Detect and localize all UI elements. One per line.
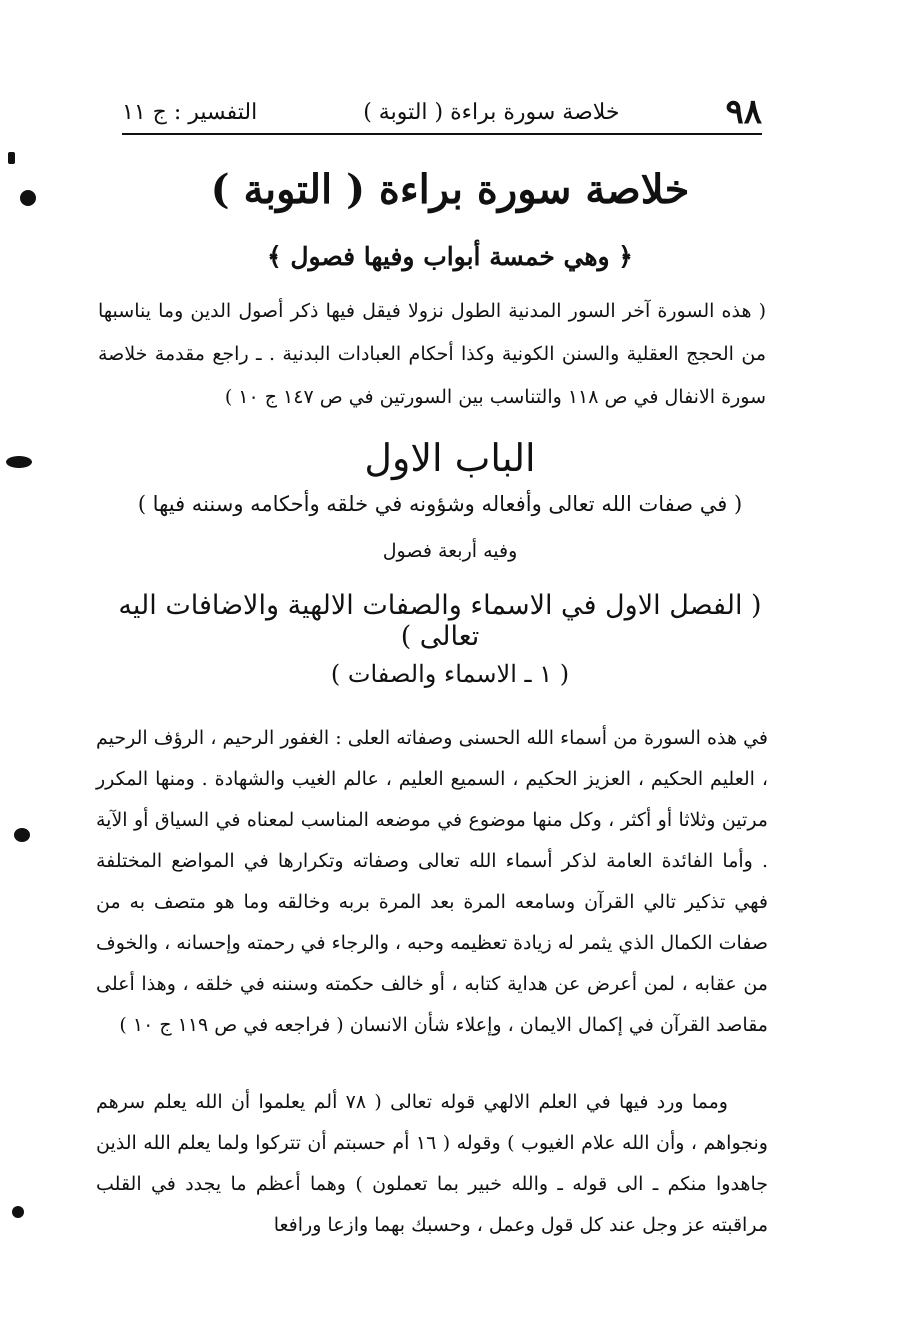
page-header <box>122 92 762 132</box>
page-subtitle: ﴿ وهي خمسة أبواب وفيها فصول ﴾ <box>267 242 633 271</box>
page-title: خلاصة سورة براءة ( التوبة ) <box>210 166 690 213</box>
scan-speck <box>14 828 30 842</box>
chapter-subtitle: ( في صفات الله تعالى وأفعاله وشؤونه في خلقه وأحكامه وسننه فيها ) <box>137 492 743 516</box>
body-paragraph: في هذه السورة من أسماء الله الحسنى وصفاته العلى : الغفور الرحيم ، الرؤف الرحيم ، العليم الحكيم ، العزيز الحكيم ، السميع العليم ، عالم الغيب والشهادة . ومنها المكرر مرتين وثلاثا أو أكثر ، وكل منها موضوع في موضعه المناسب لمعناه في السياق أو الآية . وأما الفائدة العامة لذكر أسماء الله تعالى وصفاته وتكرارها في المواضع المختلفة فهي تذكير تالي القرآن وسامعه المرة بعد المرة بربه وخالقه وما هو متصف به من صفات الكمال الذي يثمر له زيادة تعظيمه وحبه ، والرجاء في رحمته وإحسانه ، والخوف من عقابه ، لمن أعرض عن هداية كتابه ، أو خالف حكمته وسننه في خلقه ، وهذا أعلى مقاصد القرآن في إكمال الايمان ، وإعلاء شأن الانسان ( فراجعه في ص ١١٩ ج ١٠ ) <box>96 727 768 1036</box>
scan-speck <box>8 152 15 164</box>
section-title: ( الفصل الاول في الاسماء والصفات الالهية والاضافات اليه تعالى ) <box>118 590 762 652</box>
header-rule <box>122 133 762 135</box>
scan-speck <box>6 456 32 468</box>
intro-paragraph: ( هذه السورة آخر السور المدنية الطول نزولا فيقل فيها ذكر أصول الدين وما يناسبها من الحجج العقلية والسنن الكونية وكذا أحكام العبادات البدنية . ـ راجع مقدمة خلاصة سورة الانفال في ص ١١٨ والتناسب بين السورتين في ص ١٤٧ ج ١٠ ) <box>98 300 766 408</box>
running-title: خلاصة سورة براءة ( التوبة ) <box>363 99 620 125</box>
chapter-note: وفيه أربعة فصول <box>382 540 518 562</box>
running-volume: التفسير : ج ١١ <box>122 99 258 125</box>
subsection-title: ( ١ ـ الاسماء والصفات ) <box>330 660 570 688</box>
scan-speck <box>20 190 36 206</box>
page-number: ٩٨ <box>725 92 762 132</box>
chapter-title: الباب الاول <box>364 436 536 480</box>
body-paragraph: ومما ورد فيها في العلم الالهي قوله تعالى ( ٧٨ ألم يعلموا أن الله يعلم سرهم ونجواهم ، وأن الله علام الغيوب ) وقوله ( ١٦ أم حسبتم أن تتركوا ولما يعلم الله الذين جاهدوا منكم ـ الى قوله ـ والله خبير بما تعملون ) وهما أعظم ما يجدد في القلب مراقبته عز وجل عند كل قول وعمل ، وحسبك بهما وازعا ورافعا <box>96 1091 768 1236</box>
scan-speck <box>12 1206 24 1218</box>
